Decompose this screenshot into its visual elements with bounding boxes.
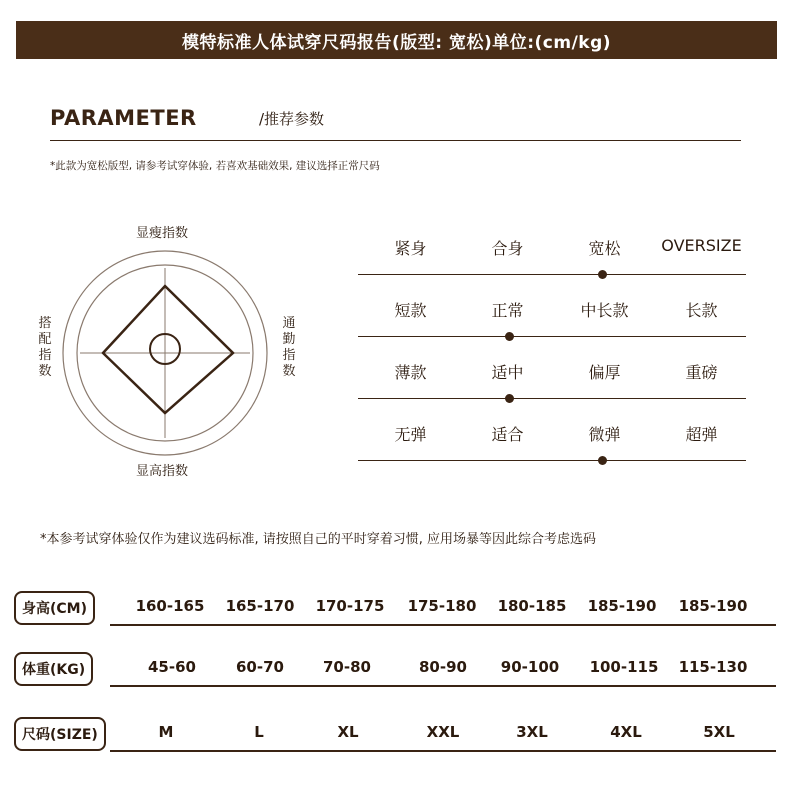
row-rule xyxy=(110,624,776,626)
scale-option: 正常 xyxy=(491,301,524,320)
scale-fit xyxy=(358,236,746,298)
report-title: 模特标准人体试穿尺码报告(版型: 宽松)单位:(cm/kg) xyxy=(16,21,777,59)
scale-thickness xyxy=(358,360,746,422)
height-row xyxy=(14,591,776,633)
table-cell: 185-190 xyxy=(587,597,657,615)
scale-option: 微弹 xyxy=(588,425,621,444)
row-label: 体重(KG) xyxy=(14,652,93,686)
parameter-subheading: /推荐参数 xyxy=(259,110,325,128)
slimming-index-label: 显瘦指数 xyxy=(136,226,189,241)
index-diagram xyxy=(60,248,270,458)
row-rule xyxy=(110,750,776,752)
height-index-label: 显高指数 xyxy=(136,464,189,479)
row-label: 尺码(SIZE) xyxy=(14,717,106,751)
table-cell: 100-115 xyxy=(589,658,659,676)
table-cell: 90-100 xyxy=(500,658,560,676)
table-cell: 70-80 xyxy=(323,658,371,676)
scale-option: OVERSIZE xyxy=(661,236,742,255)
scale-option: 超弹 xyxy=(685,425,718,444)
scale-line xyxy=(358,398,746,399)
scale-line xyxy=(358,460,746,461)
table-cell: 4XL xyxy=(610,723,642,741)
scale-marker xyxy=(505,394,514,403)
table-cell: 60-70 xyxy=(236,658,284,676)
scale-option: 中长款 xyxy=(580,301,629,320)
fit-note: *此款为宽松版型, 请参考试穿体验, 若喜欢基础效果, 建议选择正常尺码 xyxy=(50,160,380,172)
table-cell: M xyxy=(158,723,174,741)
table-cell: XL xyxy=(337,723,359,741)
table-cell: 170-175 xyxy=(315,597,385,615)
scale-length xyxy=(358,298,746,360)
scale-option: 薄款 xyxy=(394,363,427,382)
table-cell: 185-190 xyxy=(678,597,748,615)
table-cell: 45-60 xyxy=(148,658,196,676)
size-row xyxy=(14,717,776,759)
scale-elasticity xyxy=(358,422,746,484)
index-shape xyxy=(103,286,233,413)
size-advice-note: *本参考试穿体验仅作为建议选码标准, 请按照自己的平时穿着习惯, 应用场暴等因此综合考虑选码 xyxy=(40,532,597,547)
commute-index-label: 通 勤 指 数 xyxy=(282,316,296,379)
row-label: 身高(CM) xyxy=(14,591,95,625)
scale-option: 偏厚 xyxy=(588,363,621,382)
row-rule xyxy=(110,685,776,687)
table-cell: 160-165 xyxy=(135,597,205,615)
table-cell: 5XL xyxy=(703,723,735,741)
table-cell: 115-130 xyxy=(678,658,748,676)
scale-option: 紧身 xyxy=(394,239,427,258)
scale-option: 适中 xyxy=(491,363,524,382)
table-cell: 180-185 xyxy=(497,597,567,615)
scale-line xyxy=(358,274,746,275)
scale-option: 短款 xyxy=(394,301,427,320)
parameter-divider xyxy=(50,140,741,141)
scale-option: 合身 xyxy=(491,239,524,258)
scale-marker xyxy=(598,456,607,465)
table-cell: 80-90 xyxy=(419,658,467,676)
scale-option: 重磅 xyxy=(685,363,718,382)
table-cell: 175-180 xyxy=(407,597,477,615)
scale-option: 适合 xyxy=(491,425,524,444)
scale-option: 无弹 xyxy=(394,425,427,444)
scale-line xyxy=(358,336,746,337)
table-cell: L xyxy=(254,723,264,741)
table-cell: 165-170 xyxy=(225,597,295,615)
table-cell: XXL xyxy=(426,723,460,741)
weight-row xyxy=(14,652,776,694)
scale-marker xyxy=(505,332,514,341)
scale-option: 长款 xyxy=(685,301,718,320)
matching-index-label: 搭 配 指 数 xyxy=(38,316,52,379)
scale-marker xyxy=(598,270,607,279)
scale-option: 宽松 xyxy=(588,239,621,258)
table-cell: 3XL xyxy=(516,723,548,741)
parameter-heading: PARAMETER xyxy=(50,106,197,130)
